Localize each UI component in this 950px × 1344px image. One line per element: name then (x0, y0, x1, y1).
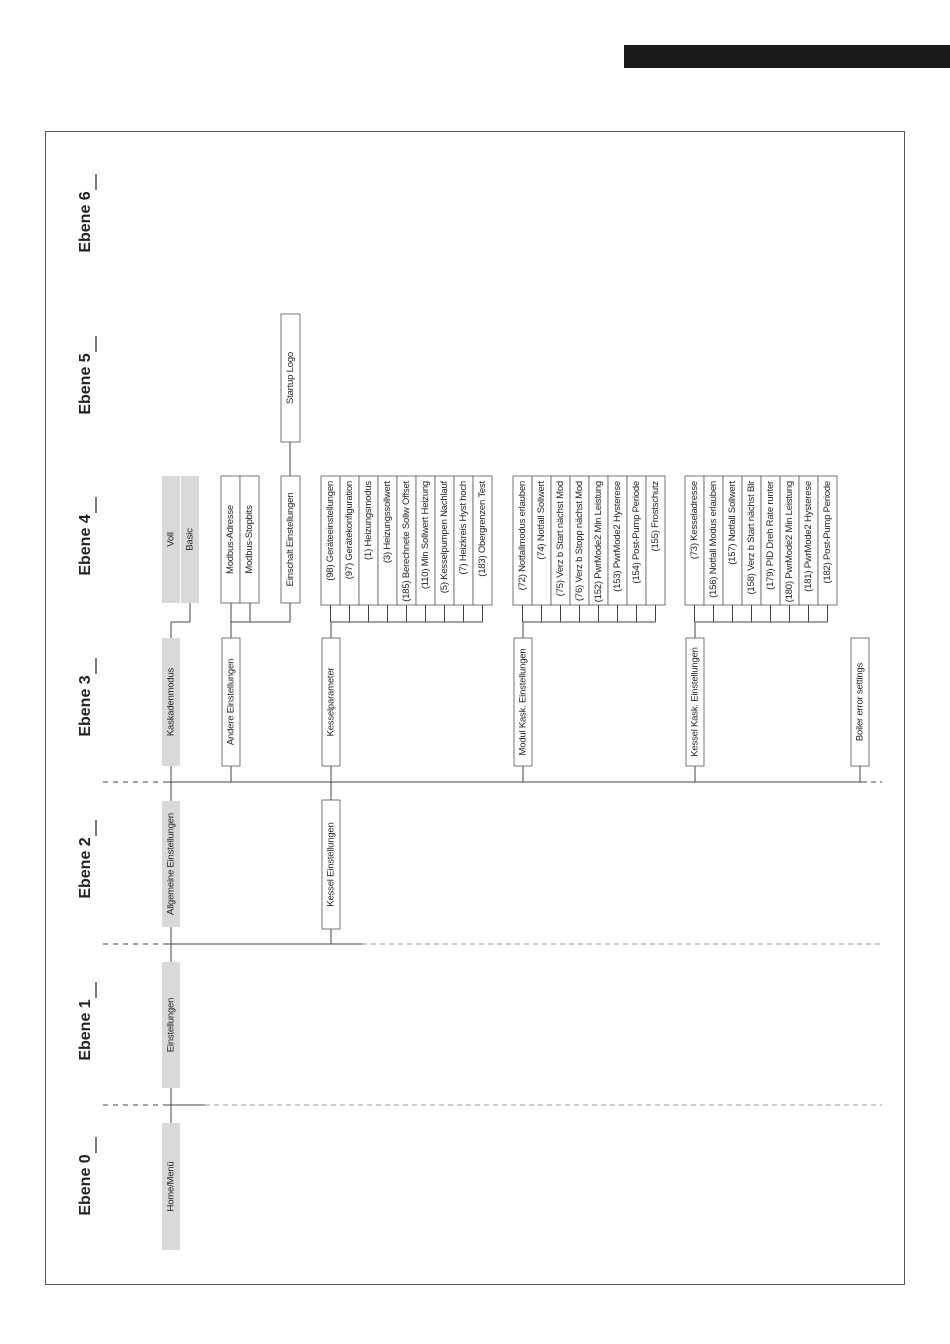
level-heading: Ebene 3 (77, 675, 95, 737)
modul-kask-item[interactable] (513, 476, 532, 605)
node-basic-label: Basic (184, 528, 196, 551)
kesselparameter-item-label: (3) Heizungssollwert (382, 481, 394, 564)
modul-kask-item[interactable] (589, 476, 608, 605)
node-andere-einstellungen-label: Andere Einstellungen (225, 658, 237, 746)
level-heading: Ebene 4 (77, 514, 95, 576)
kessel-kask-item-label: (180) PwrMode2 Min Leistung (784, 481, 796, 603)
node-voll-label: Voll (165, 532, 177, 547)
kessel-kask-item[interactable] (742, 476, 761, 605)
modul-kask-item-label: (72) Notfallmodus erlauben (517, 481, 529, 591)
node-modbus-stopbits-label: Modbus-Stopbits (244, 505, 256, 574)
node-modbus-adresse[interactable] (221, 476, 240, 603)
node-allgemeine-einstellungen-label: Allgemeine Einstellungen (165, 813, 177, 915)
kesselparameter-item[interactable] (416, 476, 435, 605)
kesselparameter-item[interactable] (378, 476, 397, 605)
level-heading: Ebene 0 (77, 1154, 95, 1216)
node-boiler-error-settings[interactable] (851, 638, 869, 766)
node-kessel-kask-einstellungen[interactable] (686, 638, 704, 766)
kessel-kask-item-label: (179) PID Dreh Rate runter (765, 481, 777, 590)
kessel-kask-item[interactable] (818, 476, 837, 605)
node-basic[interactable] (181, 476, 199, 603)
kesselparameter-item[interactable] (454, 476, 473, 605)
kesselparameter-item[interactable] (435, 476, 454, 605)
node-kessel-einstellungen-label: Kessel Einstellungen (325, 822, 337, 907)
node-allgemeine-einstellungen[interactable] (162, 801, 180, 927)
node-einstellungen[interactable] (162, 962, 180, 1088)
kessel-kask-item[interactable] (723, 476, 742, 605)
kesselparameter-item-label: (1) Heizungsmodus (363, 481, 375, 560)
node-boiler-error-settings-label: Boiler error settings (854, 662, 866, 742)
kesselparameter-item-label: (97) Gerätekonfiguration (344, 481, 356, 580)
node-modbus-adresse-label: Modbus-Adresse (225, 504, 237, 575)
node-einschalt-einstellungen[interactable] (281, 476, 300, 603)
kessel-kask-item-label: (73) Kesseladresse (689, 481, 701, 560)
kessel-kask-item-label: (157) Notfall Sollwert (727, 481, 739, 565)
node-startup-logo-label: Startup Logo (285, 351, 297, 405)
node-home-menu[interactable] (162, 1123, 180, 1250)
modul-kask-item-label: (155) Frostschutz (650, 481, 662, 552)
kesselparameter-item-label: (110) Min Sollwert Heizung (420, 481, 432, 590)
node-modbus-stopbits[interactable] (240, 476, 259, 603)
kessel-kask-item[interactable] (761, 476, 780, 605)
kesselparameter-item[interactable] (321, 476, 340, 605)
node-andere-einstellungen[interactable] (222, 638, 240, 766)
modul-kask-item-label: (153) PwrMode2 Hysterese (612, 481, 624, 592)
node-kessel-kask-einstellungen-label: Kessel Kask. Einstellungen (689, 647, 701, 757)
node-startup-logo[interactable] (281, 314, 300, 442)
node-kaskadenmodus[interactable] (162, 638, 180, 766)
node-kessel-einstellungen[interactable] (322, 800, 340, 929)
kesselparameter-item-label: (98) Geräteeinstellungen (325, 481, 337, 581)
kesselparameter-item[interactable] (397, 476, 416, 605)
modul-kask-item[interactable] (608, 476, 627, 605)
level-heading: Ebene 5 (77, 353, 95, 415)
node-einschalt-einstellungen-label: Einschalt Einstellungen (285, 492, 297, 587)
modul-kask-item-label: (152) PwrMode2 Min Leistung (593, 481, 605, 603)
kessel-kask-item[interactable] (685, 476, 704, 605)
modul-kask-item[interactable] (551, 476, 570, 605)
node-kesselparameter-label: Kesselparameter (325, 667, 337, 737)
modul-kask-item[interactable] (532, 476, 551, 605)
level-heading: Ebene 1 (77, 999, 95, 1061)
node-modul-kask-einstellungen[interactable] (514, 638, 532, 766)
kesselparameter-item-label: (7) Heizkreis Hyst hoch (458, 481, 470, 575)
kessel-kask-item-label: (156) Notfall Modus erlauben (708, 481, 720, 598)
node-home-menu-label: Home/Menü (165, 1161, 177, 1212)
node-einstellungen-label: Einstellungen (165, 997, 177, 1053)
kessel-kask-item-label: (158) Verz b Start nächst Blr (746, 481, 758, 595)
modul-kask-item[interactable] (570, 476, 589, 605)
kesselparameter-item-label: (183) Obergrenzen Test (477, 481, 489, 577)
kesselparameter-item[interactable] (473, 476, 492, 605)
kessel-kask-item[interactable] (799, 476, 818, 605)
kessel-kask-item[interactable] (704, 476, 723, 605)
modul-kask-item-label: (74) Notfall Sollwert (536, 481, 548, 560)
kesselparameter-item-label: (5) Kesselpumpen Nachlauf (439, 481, 451, 594)
modul-kask-item[interactable] (627, 476, 646, 605)
kesselparameter-item[interactable] (359, 476, 378, 605)
node-modul-kask-einstellungen-label: Modul Kask. Einstellungen (517, 648, 529, 756)
modul-kask-item-label: (154) Post-Pump Periode (631, 481, 643, 584)
level-heading: Ebene 2 (77, 837, 95, 899)
kessel-kask-item-label: (181) PwrMode2 Hysterese (803, 481, 815, 592)
modul-kask-item[interactable] (646, 476, 665, 605)
modul-kask-item-label: (76) Verz b Stopp nächst Mod (574, 481, 586, 602)
kesselparameter-item-label: (185) Berechnete Sollw Offset (401, 481, 413, 602)
node-voll[interactable] (162, 476, 180, 603)
modul-kask-item-label: (75) Verz b Start nächst Mod (555, 481, 567, 597)
kessel-kask-item[interactable] (780, 476, 799, 605)
kesselparameter-item[interactable] (340, 476, 359, 605)
node-kaskadenmodus-label: Kaskadenmodus (165, 667, 177, 737)
node-kesselparameter[interactable] (322, 638, 340, 766)
kessel-kask-item-label: (182) Post-Pump Periode (822, 481, 834, 584)
level-heading: Ebene 6 (77, 191, 95, 253)
